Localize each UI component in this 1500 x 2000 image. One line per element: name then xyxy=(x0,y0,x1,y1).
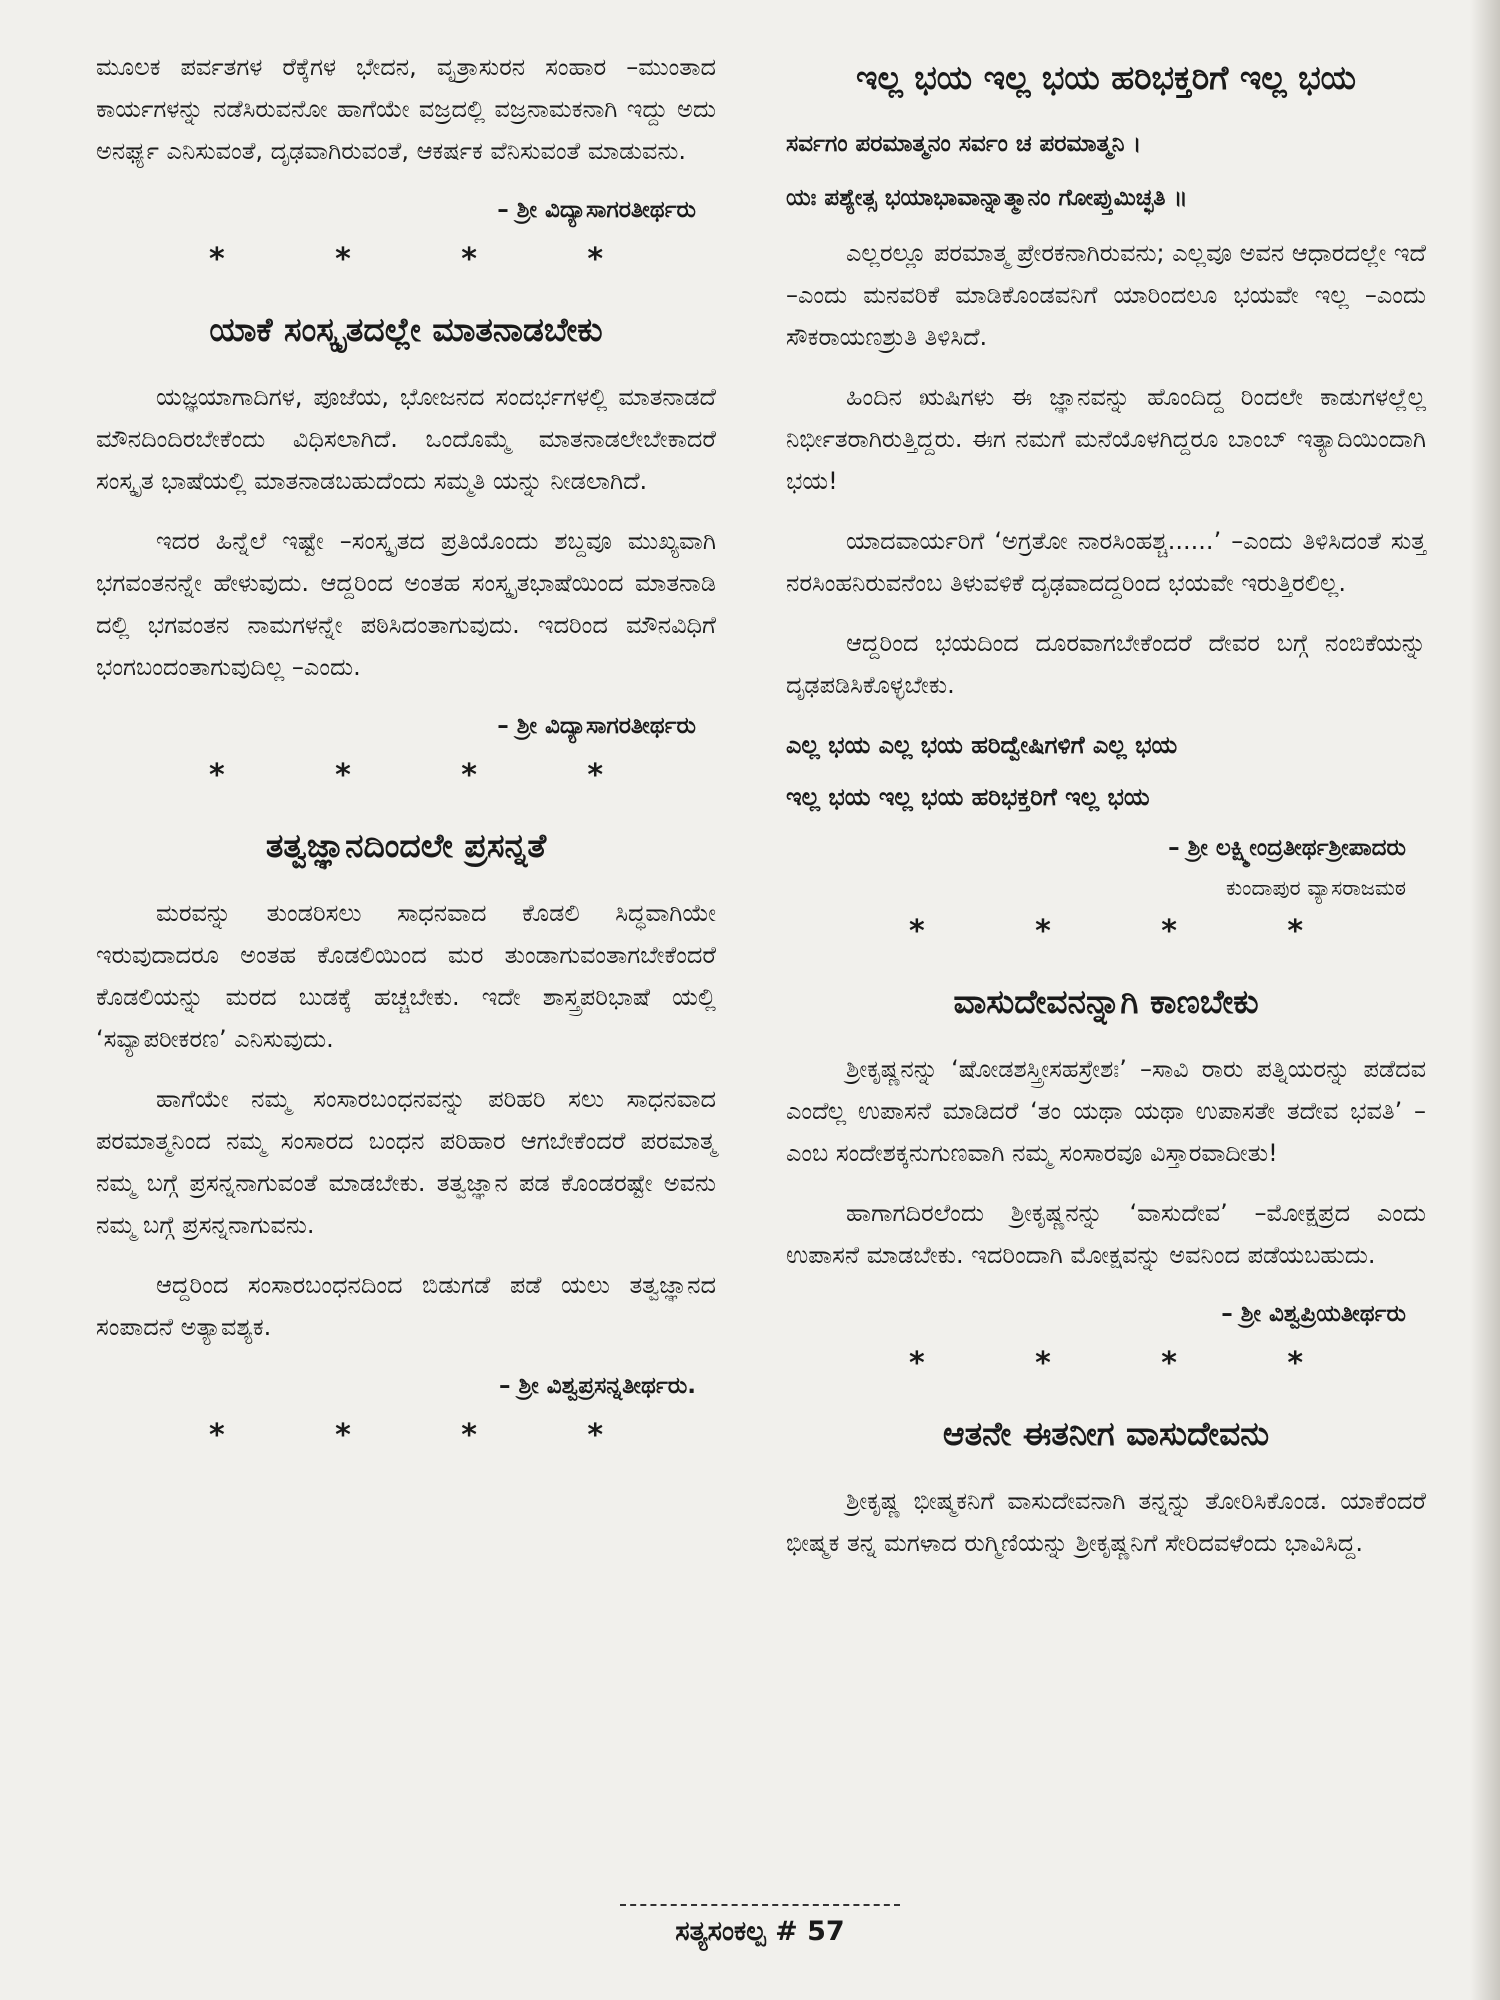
heading-no-fear: ಇಲ್ಲ ಭಯ ಇಲ್ಲ ಭಯ ಹರಿಭಕ್ತರಿಗೆ ಇಲ್ಲ ಭಯ xyxy=(856,58,1356,97)
paragraph: ಶ್ರೀಕೃಷ್ಣ ಭೀಷ್ಮಕನಿಗೆ ವಾಸುದೇವನಾಗಿ ತನ್ನನ್ನು ತೋರಿಸಿಕೊಂಡ. ಯಾಕೆಂದರೆ ಭೀಷ್ಮಕ ತನ್ನ ಮಗಳಾದ ರುಗ್ಮಿಣಿಯನ್ನು ಶ್ರೀಕೃಷ್ಣನಿಗೆ ಸೇರಿದವಳೆಂದು ಭಾವಿಸಿದ್ದ. xyxy=(786,1487,1426,1557)
page-edge-shadow xyxy=(1470,0,1500,2000)
paragraph: ಹಾಗೆಯೇ ನಮ್ಮ ಸಂಸಾರಬಂಧನವನ್ನು ಪರಿಹರಿ ಸಲು ಸಾಧನವಾದ ಪರಮಾತ್ಮನಿಂದ ನಮ್ಮ ಸಂಸಾರದ ಬಂಧನ ಪರಿಹಾರ ಆಗಬೇಕೆಂದರೆ ಪರಮಾತ್ಮ ನಮ್ಮ ಬಗ್ಗೆ ಪ್ರಸನ್ನನಾಗುವಂತೆ ಮಾಡಬೇಕು. ತತ್ವಜ್ಞಾನ ಪಡ ಕೊಂಡರಷ್ಟೇ ಅವನು ನಮ್ಮ ಬಗ್ಗೆ ಪ್ರಸನ್ನನಾಗುವನು. xyxy=(96,1085,716,1239)
paragraph: ಮರವನ್ನು ತುಂಡರಿಸಲು ಸಾಧನವಾದ ಕೊಡಲಿ ಸಿದ್ಧವಾಗಿಯೇ ಇರುವುದಾದರೂ ಅಂತಹ ಕೊಡಲಿಯಿಂದ ಮರ ತುಂಡಾಗುವಂತಾಗಬೇಕೆಂದರೆ ಕೊಡಲಿಯನ್ನು ಮರದ ಬುಡಕ್ಕೆ ಹಚ್ಚಬೇಕು. ಇದೇ ಶಾಸ್ತ್ರಪರಿಭಾಷೆ ಯಲ್ಲಿ ‘ಸವ್ಯಾಪರೀಕರಣ’ ಎನಿಸುವುದು. xyxy=(96,899,716,1053)
page-number-label: ಸತ್ಯಸಂಕಲ್ಪ # 57 xyxy=(675,1916,845,1947)
section-separator: * * * * xyxy=(208,1418,654,1453)
section-separator: * * * * xyxy=(208,758,654,793)
attribution-vishvapriya: – ಶ್ರೀ ವಿಶ್ವಪ್ರಿಯತೀರ್ಥರು xyxy=(1221,1301,1406,1327)
page-footer xyxy=(600,1904,920,1948)
intro-paragraph: ಮೂಲಕ ಪರ್ವತಗಳ ರೆಕ್ಕೆಗಳ ಭೇದನ, ವೃತ್ರಾಸುರನ ಸಂಹಾರ –ಮುಂತಾದ ಕಾರ್ಯಗಳನ್ನು ನಡೆಸಿರುವನೋ ಹಾಗೆಯೇ ವಜ್ರದಲ್ಲಿ ವಜ್ರನಾಮಕನಾಗಿ ಇದ್ದು ಅದು ಅನರ್ಘ್ಯ ಎನಿಸುವಂತೆ, ದೃಢವಾಗಿರುವಂತೆ, ಆಕರ್ಷಕ ವೆನಿಸುವಂತೆ ಮಾಡುವನು. xyxy=(96,53,716,165)
paragraph: ಶ್ರೀಕೃಷ್ಣನನ್ನು ‘ಷೋಡಶಸ್ತ್ರೀಸಹಸ್ರೇಶಃ’ –ಸಾವಿ ರಾರು ಪತ್ನಿಯರನ್ನು ಪಡೆದವ ಎಂದೆಲ್ಲ ಉಪಾಸನೆ ಮಾಡಿದರೆ ‘ತಂ ಯಥಾ ಯಥಾ ಉಪಾಸತೇ ತದೇವ ಭವತಿ’ –ಎಂಬ ಸಂದೇಶಕ್ಕನುಗುಣವಾಗಿ ನಮ್ಮ ಸಂಸಾರವೂ ವಿಸ್ತಾರವಾದೀತು! xyxy=(786,1055,1426,1167)
attribution-vidyasagara-2: – ಶ್ರೀ ವಿದ್ಯಾಸಾಗರತೀರ್ಥರು xyxy=(497,713,696,739)
section-separator: * * * * xyxy=(908,914,1354,949)
shloka-line-2: ಯಃ ಪಶ್ಯೇತ್ಸ ಭಯಾಭಾವಾನ್ನಾತ್ಮಾನಂ ಗೋಪ್ತುಮಿಚ್ಛತಿ ॥ xyxy=(786,185,1188,211)
attribution-mutt: ಕುಂದಾಪುರ ವ್ಯಾಸರಾಜಮಠ xyxy=(1226,876,1406,900)
attribution-lakshmindra: – ಶ್ರೀ ಲಕ್ಷ್ಮೀಂದ್ರತೀರ್ಥಶ್ರೀಪಾದರು xyxy=(1168,835,1406,861)
heading-sanskrit-speech: ಯಾಕೆ ಸಂಸ್ಕೃತದಲ್ಲೇ ಮಾತನಾಡಬೇಕು xyxy=(209,310,603,349)
heading-tattvajnana: ತತ್ವಜ್ಞಾನದಿಂದಲೇ ಪ್ರಸನ್ನತೆ xyxy=(265,826,547,865)
heading-ataney-itaniga: ಆತನೇ ಈತನೀಗ ವಾಸುದೇವನು xyxy=(942,1414,1270,1453)
attribution-vidyasagara-1: – ಶ್ರೀ ವಿದ್ಯಾಸಾಗರತೀರ್ಥರು xyxy=(497,197,696,223)
paragraph: ಯಾದವಾರ್ಯರಿಗೆ ‘ಅಗ್ರತೋ ನಾರಸಿಂಹಶ್ಚ......’ –ಎಂದು ತಿಳಿಸಿದಂತೆ ಸುತ್ತ ನರಸಿಂಹನಿರುವನೆಂಬ ತಿಳುವಳಿಕೆ ದೃಢವಾದದ್ದರಿಂದ ಭಯವೇ ಇರುತ್ತಿರಲಿಲ್ಲ. xyxy=(786,527,1426,597)
paragraph: ಆದ್ದರಿಂದ ಸಂಸಾರಬಂಧನದಿಂದ ಬಿಡುಗಡೆ ಪಡೆ ಯಲು ತತ್ವಜ್ಞಾನದ ಸಂಪಾದನೆ ಅತ್ಯಾವಶ್ಯಕ. xyxy=(96,1271,716,1341)
paragraph: ಇದರ ಹಿನ್ನೆಲೆ ಇಷ್ಟೇ –ಸಂಸ್ಕೃತದ ಪ್ರತಿಯೊಂದು ಶಬ್ದವೂ ಮುಖ್ಯವಾಗಿ ಭಗವಂತನನ್ನೇ ಹೇಳುವುದು. ಆದ್ದರಿಂದ ಅಂತಹ ಸಂಸ್ಕೃತಭಾಷೆಯಿಂದ ಮಾತನಾಡಿ ದಲ್ಲಿ ಭಗವಂತನ ನಾಮಗಳನ್ನೇ ಪಠಿಸಿದಂತಾಗುವುದು. ಇದರಿಂದ ಮೌನವಿಧಿಗೆ ಭಂಗಬಂದಂತಾಗುವುದಿಲ್ಲ –ಎಂದು. xyxy=(96,527,716,681)
verse-line-1: ಎಲ್ಲ ಭಯ ಎಲ್ಲ ಭಯ ಹರಿದ್ವೇಷಿಗಳಿಗೆ ಎಲ್ಲ ಭಯ xyxy=(786,731,1178,759)
verse-line-2: ಇಲ್ಲ ಭಯ ಇಲ್ಲ ಭಯ ಹರಿಭಕ್ತರಿಗೆ ಇಲ್ಲ ಭಯ xyxy=(786,783,1150,811)
paragraph: ಹಿಂದಿನ ಋಷಿಗಳು ಈ ಜ್ಞಾನವನ್ನು ಹೊಂದಿದ್ದ ರಿಂದಲೇ ಕಾಡುಗಳಲ್ಲೆಲ್ಲ ನಿರ್ಭೀತರಾಗಿರುತ್ತಿದ್ದರು. ಈಗ ನಮಗೆ ಮನೆಯೊಳಗಿದ್ದರೂ ಬಾಂಬ್ ಇತ್ಯಾದಿಯಿಂದಾಗಿ ಭಯ! xyxy=(786,383,1426,495)
footer-dashed-rule xyxy=(620,1904,900,1906)
section-separator: * * * * xyxy=(908,1346,1354,1381)
paragraph: ಆದ್ದರಿಂದ ಭಯದಿಂದ ದೂರವಾಗಬೇಕೆಂದರೆ ದೇವರ ಬಗ್ಗೆ ನಂಬಿಕೆಯನ್ನು ದೃಢಪಡಿಸಿಕೊಳ್ಳಬೇಕು. xyxy=(786,629,1426,699)
shloka-line-1: ಸರ್ವಗಂ ಪರಮಾತ್ಮನಂ ಸರ್ವಂ ಚ ಪರಮಾತ್ಮನಿ । xyxy=(786,131,1142,157)
paragraph: ಹಾಗಾಗದಿರಲೆಂದು ಶ್ರೀಕೃಷ್ಣನನ್ನು ‘ವಾಸುದೇವ’ –ಮೋಕ್ಷಪ್ರದ ಎಂದು ಉಪಾಸನೆ ಮಾಡಬೇಕು. ಇದರಿಂದಾಗಿ ಮೋಕ್ಷವನ್ನು ಅವನಿಂದ ಪಡೆಯಬಹುದು. xyxy=(786,1199,1426,1269)
paragraph: ಎಲ್ಲರಲ್ಲೂ ಪರಮಾತ್ಮ ಪ್ರೇರಕನಾಗಿರುವನು; ಎಲ್ಲವೂ ಅವನ ಆಧಾರದಲ್ಲೇ ಇದೆ –ಎಂದು ಮನವರಿಕೆ ಮಾಡಿಕೊಂಡವನಿಗೆ ಯಾರಿಂದಲೂ ಭಯವೇ ಇಲ್ಲ –ಎಂದು ಸೌಕರಾಯಣಶ್ರುತಿ ತಿಳಿಸಿದೆ. xyxy=(786,239,1426,351)
right-column xyxy=(786,46,1426,1582)
paragraph: ಯಜ್ಞಯಾಗಾದಿಗಳ, ಪೂಜೆಯ, ಭೋಜನದ ಸಂದರ್ಭಗಳಲ್ಲಿ ಮಾತನಾಡದೆ ಮೌನದಿಂದಿರಬೇಕೆಂದು ವಿಧಿಸಲಾಗಿದೆ. ಒಂದೊಮ್ಮೆ ಮಾತನಾಡಲೇಬೇಕಾದರೆ ಸಂಸ್ಕೃತ ಭಾಷೆಯಲ್ಲಿ ಮಾತನಾಡಬಹುದೆಂದು ಸಮ್ಮತಿ ಯನ್ನು ನೀಡಲಾಗಿದೆ. xyxy=(96,383,716,495)
left-column xyxy=(96,46,716,1482)
section-separator: * * * * xyxy=(208,242,654,277)
attribution-vishvaprasanna: – ಶ್ರೀ ವಿಶ್ವಪ್ರಸನ್ನತೀರ್ಥರು. xyxy=(499,1373,696,1399)
heading-vasudeva: ವಾಸುದೇವನನ್ನಾಗಿ ಕಾಣಬೇಕು xyxy=(953,982,1259,1021)
